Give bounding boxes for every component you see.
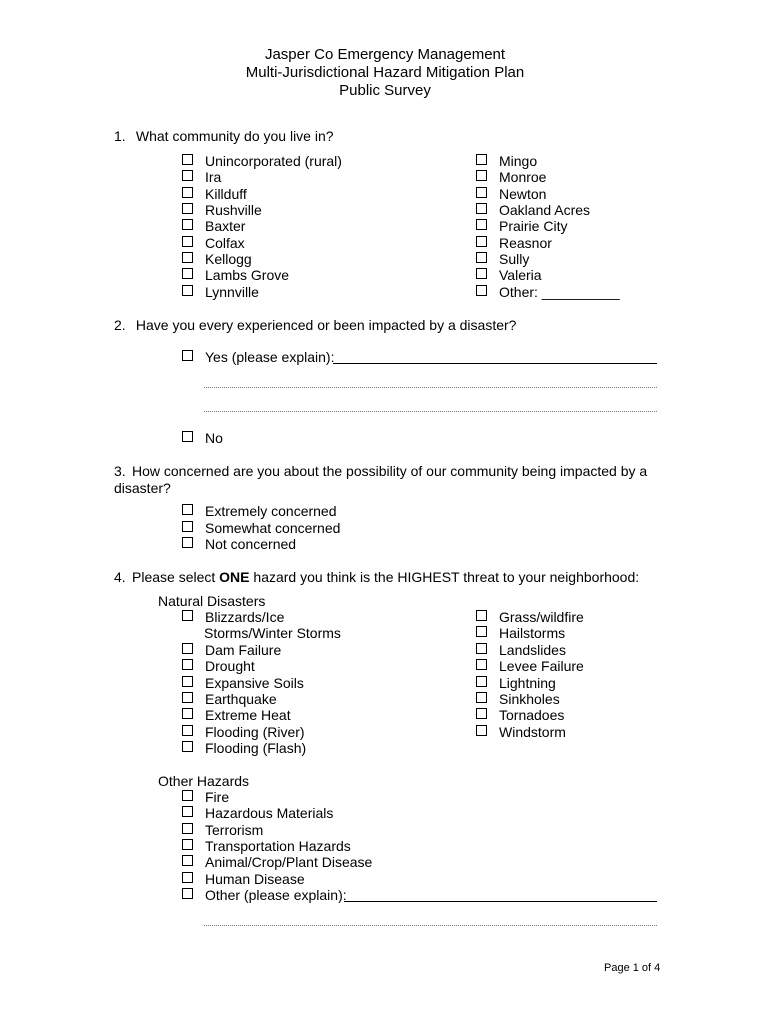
q1-option-other[interactable]: Other: __________ bbox=[476, 284, 620, 300]
question-1 bbox=[114, 128, 334, 145]
q1-option[interactable]: Prairie City bbox=[476, 218, 567, 234]
q4-natural-option[interactable]: Windstorm bbox=[476, 724, 566, 740]
q1-option[interactable]: Sully bbox=[476, 251, 529, 267]
q4-natural-option[interactable]: Expansive Soils bbox=[182, 675, 304, 691]
checkbox[interactable] bbox=[182, 659, 193, 670]
question-text-rest: hazard you think is the HIGHEST threat to your neighborhood: bbox=[249, 569, 640, 585]
q1-option[interactable]: Rushville bbox=[182, 202, 262, 218]
q4-natural-option[interactable]: Hailstorms bbox=[476, 625, 565, 641]
checkbox[interactable] bbox=[476, 708, 487, 719]
checkbox[interactable] bbox=[182, 741, 193, 752]
checkbox[interactable] bbox=[182, 790, 193, 801]
question-number: 1. bbox=[114, 128, 126, 144]
question-3 bbox=[114, 463, 654, 497]
question-text: What community do you live in? bbox=[135, 128, 334, 144]
header-survey-title: Public Survey bbox=[339, 82, 431, 99]
q4-other-option-explain[interactable]: Other (please explain): bbox=[182, 887, 347, 903]
q1-option[interactable]: Newton bbox=[476, 186, 546, 202]
checkbox[interactable] bbox=[182, 521, 193, 532]
answer-line[interactable] bbox=[344, 901, 657, 902]
checkbox[interactable] bbox=[182, 806, 193, 817]
checkbox[interactable] bbox=[182, 855, 193, 866]
q1-option[interactable]: Oakland Acres bbox=[476, 202, 590, 218]
q4-natural-option-continued: Storms/Winter Storms bbox=[204, 625, 341, 641]
checkbox[interactable] bbox=[476, 676, 487, 687]
checkbox[interactable] bbox=[476, 725, 487, 736]
checkbox[interactable] bbox=[182, 839, 193, 850]
q1-option[interactable]: Lambs Grove bbox=[182, 267, 289, 283]
header-plan-title: Multi-Jurisdictional Hazard Mitigation Plan bbox=[245, 64, 525, 81]
q1-option[interactable]: Ira bbox=[182, 169, 221, 185]
checkbox[interactable] bbox=[182, 203, 193, 214]
q4-natural-option[interactable]: Levee Failure bbox=[476, 658, 584, 674]
header-agency: Jasper Co Emergency Management bbox=[264, 46, 506, 63]
checkbox[interactable] bbox=[182, 154, 193, 165]
q4-natural-option[interactable]: Sinkholes bbox=[476, 691, 560, 707]
question-text-continued: disaster? bbox=[114, 480, 171, 496]
q4-natural-option[interactable]: Drought bbox=[182, 658, 255, 674]
q1-option[interactable]: Monroe bbox=[476, 169, 546, 185]
checkbox[interactable] bbox=[182, 187, 193, 198]
q4-other-option[interactable]: Fire bbox=[182, 789, 229, 805]
q2-option-no[interactable]: No bbox=[182, 430, 223, 446]
q4-other-option[interactable]: Animal/Crop/Plant Disease bbox=[182, 854, 372, 870]
question-2 bbox=[114, 317, 516, 334]
checkbox[interactable] bbox=[182, 285, 193, 296]
checkbox[interactable] bbox=[476, 219, 487, 230]
q3-option[interactable]: Not concerned bbox=[182, 536, 296, 552]
question-text: Please select bbox=[132, 569, 220, 585]
checkbox[interactable] bbox=[182, 252, 193, 263]
answer-line[interactable] bbox=[204, 387, 657, 388]
question-emphasis: ONE bbox=[219, 569, 250, 585]
checkbox[interactable] bbox=[476, 659, 487, 670]
checkbox[interactable] bbox=[476, 692, 487, 703]
q4-other-option[interactable]: Hazardous Materials bbox=[182, 805, 333, 821]
checkbox[interactable] bbox=[476, 643, 487, 654]
q4-natural-option[interactable]: Extreme Heat bbox=[182, 707, 291, 723]
page-number: Page 1 of 4 bbox=[604, 962, 661, 974]
q1-option[interactable]: Lynnville bbox=[182, 284, 259, 300]
question-text: Have you every experienced or been impacted by a disaster? bbox=[135, 317, 517, 333]
q4-natural-option[interactable]: Landslides bbox=[476, 642, 566, 658]
checkbox[interactable] bbox=[476, 203, 487, 214]
question-number: 4. bbox=[114, 569, 126, 585]
q2-option-yes[interactable]: Yes (please explain): bbox=[182, 349, 334, 365]
other-hazards-heading: Other Hazards bbox=[158, 773, 250, 789]
q1-option[interactable]: Kellogg bbox=[182, 251, 252, 267]
checkbox[interactable] bbox=[476, 626, 487, 637]
checkbox[interactable] bbox=[182, 643, 193, 654]
q4-natural-option[interactable]: Tornadoes bbox=[476, 707, 564, 723]
checkbox[interactable] bbox=[182, 708, 193, 719]
q4-other-option[interactable]: Transportation Hazards bbox=[182, 838, 351, 854]
checkbox[interactable] bbox=[182, 537, 193, 548]
checkbox[interactable] bbox=[182, 888, 193, 899]
q4-natural-option[interactable]: Dam Failure bbox=[182, 642, 281, 658]
checkbox[interactable] bbox=[182, 725, 193, 736]
q1-option[interactable]: Colfax bbox=[182, 235, 245, 251]
q1-option[interactable]: Mingo bbox=[476, 153, 537, 169]
question-text: How concerned are you about the possibility of our community being impacted by a bbox=[132, 463, 648, 479]
checkbox[interactable] bbox=[182, 350, 193, 361]
q3-option[interactable]: Extremely concerned bbox=[182, 503, 337, 519]
q1-option[interactable]: Reasnor bbox=[476, 235, 552, 251]
q1-option[interactable]: Killduff bbox=[182, 186, 247, 202]
q3-option[interactable]: Somewhat concerned bbox=[182, 520, 340, 536]
checkbox[interactable] bbox=[182, 610, 193, 621]
answer-line[interactable] bbox=[204, 925, 657, 926]
q4-natural-option[interactable]: Grass/wildfire bbox=[476, 609, 584, 625]
q1-option[interactable]: Valeria bbox=[476, 267, 542, 283]
checkbox[interactable] bbox=[476, 154, 487, 165]
q1-option[interactable]: Unincorporated (rural) bbox=[182, 153, 342, 169]
q4-natural-option[interactable]: Flooding (Flash) bbox=[182, 740, 306, 756]
question-4 bbox=[114, 569, 639, 586]
checkbox[interactable] bbox=[182, 692, 193, 703]
q4-other-option[interactable]: Terrorism bbox=[182, 822, 263, 838]
answer-line[interactable] bbox=[333, 363, 657, 364]
q4-natural-option[interactable]: Blizzards/Ice bbox=[182, 609, 284, 625]
checkbox[interactable] bbox=[476, 252, 487, 263]
checkbox[interactable] bbox=[476, 610, 487, 621]
question-number: 3. bbox=[114, 463, 126, 479]
q4-natural-option[interactable]: Flooding (River) bbox=[182, 724, 305, 740]
checkbox[interactable] bbox=[182, 504, 193, 515]
checkbox[interactable] bbox=[476, 236, 487, 247]
question-number: 2. bbox=[114, 317, 126, 333]
checkbox[interactable] bbox=[182, 823, 193, 834]
checkbox[interactable] bbox=[182, 236, 193, 247]
survey-header bbox=[0, 46, 770, 100]
checkbox[interactable] bbox=[476, 268, 487, 279]
checkbox[interactable] bbox=[182, 431, 193, 442]
checkbox[interactable] bbox=[182, 170, 193, 181]
answer-line[interactable] bbox=[204, 411, 657, 412]
q4-natural-option[interactable]: Earthquake bbox=[182, 691, 277, 707]
q4-natural-option[interactable]: Lightning bbox=[476, 675, 556, 691]
q1-option[interactable]: Baxter bbox=[182, 218, 245, 234]
natural-disasters-heading: Natural Disasters bbox=[158, 593, 266, 609]
checkbox[interactable] bbox=[182, 268, 193, 279]
q4-other-option[interactable]: Human Disease bbox=[182, 871, 305, 887]
checkbox[interactable] bbox=[476, 170, 487, 181]
checkbox[interactable] bbox=[182, 219, 193, 230]
checkbox[interactable] bbox=[182, 676, 193, 687]
checkbox[interactable] bbox=[182, 872, 193, 883]
checkbox[interactable] bbox=[476, 285, 487, 296]
checkbox[interactable] bbox=[476, 187, 487, 198]
